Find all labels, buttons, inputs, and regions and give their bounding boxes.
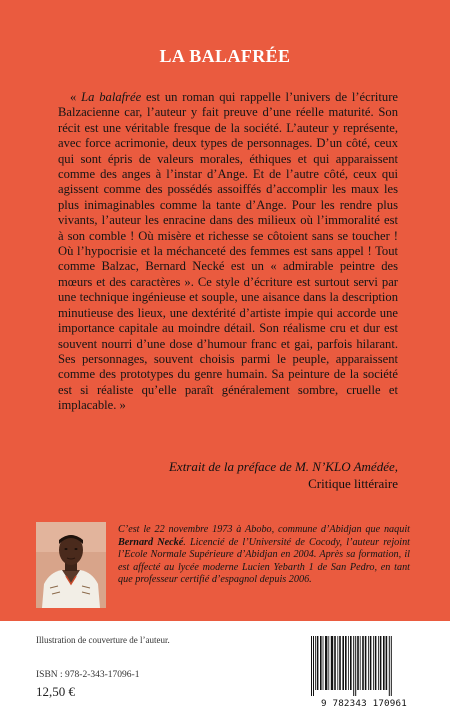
barcode-bar — [342, 636, 344, 690]
barcode-bar — [317, 636, 319, 690]
barcode-icon — [305, 632, 423, 698]
barcode-bar — [325, 636, 327, 690]
barcode-bar — [362, 636, 364, 690]
preface-excerpt — [58, 90, 398, 414]
barcode-bar — [353, 636, 354, 696]
preface-open-quote: « — [70, 90, 82, 104]
barcode-bar — [313, 636, 314, 696]
barcode-bar — [389, 636, 390, 696]
barcode-bar — [337, 636, 338, 690]
barcode-bar — [315, 636, 316, 690]
preface-book-title: La balafrée — [81, 90, 142, 104]
bio-author-name: Bernard Necké — [118, 536, 184, 548]
book-price: 12,50 € — [36, 684, 75, 699]
barcode-bar — [357, 636, 359, 690]
bio-part-1: C’est le 22 novembre 1973 à Abobo, commune d’Abidjan que naquit — [118, 524, 410, 535]
barcode-bar — [368, 636, 369, 690]
barcode-bar — [386, 636, 388, 690]
isbn-barcode — [305, 632, 423, 712]
barcode-bar — [380, 636, 382, 690]
barcode-bar — [334, 636, 336, 690]
barcode-bar — [311, 636, 312, 696]
barcode-bar — [383, 636, 385, 690]
preface-text: est un roman qui rappelle l’univers de l’écriture Balzacienne car, l’auteur y fait preuve d’une réelle maturité. Son récit est une véritable fresque de la société. L’auteur y représente, avec force acrimonie, deux types de personnages. D’un côté, ceux qui sont épris de valeurs morales, éthiques et qui apparaissent comme des anges à l’instar d’Ange. Et de l’autre côté, ceux qui agissent comme des possédés assoiffés d’accomplir les maux les plus inimaginables comme la tante d’Ange. Pour les rendre plus vivants, l’auteur les enracine dans des milieux où l’immoralité est à son comble ! Où misère et richesse se côtoient sans se toucher ! Où l’hypocrisie et la méchanceté des femmes est sans appel ! Tout comme Balzac, Bernard Necké est un « admirable peintre des mœurs et des caractères ». Ce style d’écriture est surtout servi par une technique ingénieuse et souple, une aisance dans la description minutieuse des lieux, une dextérité d’artiste impie qui accorde une importance capitale au moindre détail. Son réalisme cru et dur est souvent nourri d’une dose d’humour franc et gai, parfois hilarant. Ses personnages, souvent choisis parmi le peuple, apparaissent comme des prototypes du genre humain. Sa peinture de la société est si réaliste qu’elle paraît généralement sombre, cruelle et implacable. » — [58, 90, 398, 413]
preface-source-role: Critique littéraire — [308, 476, 398, 491]
barcode-bar — [365, 636, 367, 690]
barcode-bar — [323, 636, 324, 690]
isbn-number: ISBN : 978-2-343-17096-1 — [36, 670, 140, 680]
book-title: LA BALAFRÉE — [159, 46, 291, 66]
author-photo — [36, 522, 106, 608]
barcode-bar — [355, 636, 356, 696]
barcode-bar — [348, 636, 349, 690]
preface-source-main: Extrait de la préface de M. N’KLO Amédée, — [168, 459, 398, 474]
author-photo-icon — [36, 522, 106, 608]
barcode-bar — [375, 636, 377, 690]
author-biography — [118, 524, 410, 587]
preface-source — [58, 458, 398, 492]
cover-illustration-credit: Illustration de couverture de l’auteur. — [36, 635, 170, 645]
barcode-bar — [391, 636, 392, 696]
barcode-bar — [320, 636, 322, 690]
barcode-bar — [350, 636, 352, 690]
barcode-bar — [360, 636, 361, 690]
barcode-bar — [339, 636, 341, 690]
barcode-bar — [370, 636, 372, 690]
barcode-bar — [373, 636, 374, 690]
bio-part-2: . Licencié de l’Université de Cocody, l’auteur rejoint l’Ecole Normale Supérieure d’Abidjan en 2004. Après sa formation, il est affecté au lycée moderne Lucien Yebarth 1 de San Pedro, en tant que professeur certifié d’espagnol depuis 2006. — [118, 536, 411, 586]
barcode-bar — [378, 636, 379, 690]
barcode-bar — [328, 636, 329, 690]
barcode-bar — [345, 636, 347, 690]
barcode-digits: 9 782343 170961 — [321, 698, 407, 709]
barcode-bar — [331, 636, 333, 690]
